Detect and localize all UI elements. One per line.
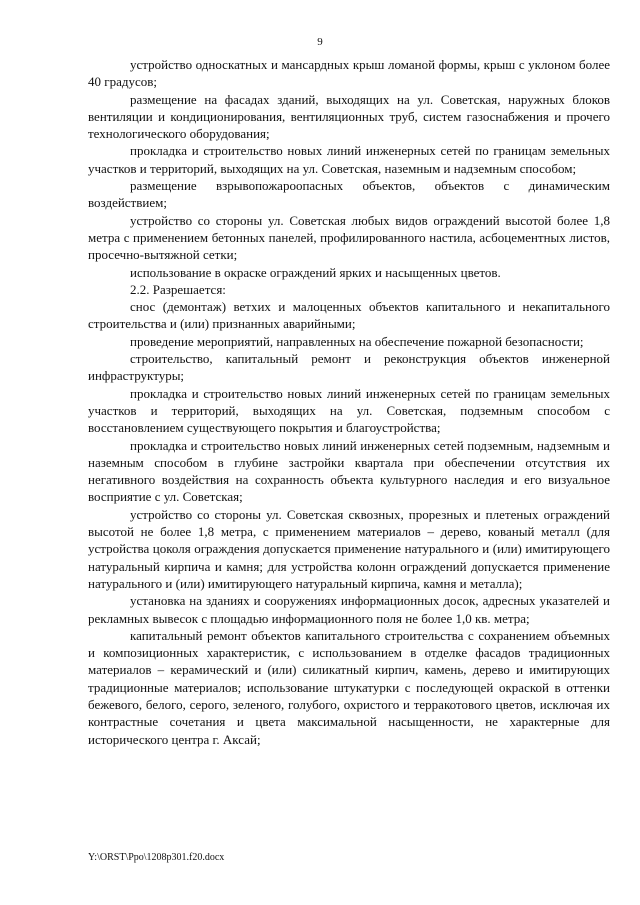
paragraph: устройство односкатных и мансардных крыш ломаной формы, крыш с уклоном более 40 градусов; xyxy=(88,57,610,90)
paragraph: проведение мероприятий, направленных на обеспечение пожарной безопасности; xyxy=(130,333,584,349)
section-heading: 2.2. Разрешается: xyxy=(130,281,226,297)
paragraph: использование в окраске ограждений ярких и насыщенных цветов. xyxy=(130,264,501,280)
paragraph: снос (демонтаж) ветхих и малоценных объектов капитального и некапитального строительства и (или) признанных аварийными; xyxy=(88,299,610,332)
footer-file-path: Y:\ORST\Ppo\1208p301.f20.docx xyxy=(88,852,225,863)
paragraph: устройство со стороны ул. Советская сквозных, прорезных и плетеных ограждений высотой не более 1,8 метра, с применением материалов – дерево, кованый металл (для устройства цоколя ограждения допускается применение натурального и (или) имитирующего натуральный кирпича и камня; для устройства колонн ограждений допускается применение натурального и (или) имитирующего натуральный кирпича, камня и металла); xyxy=(88,506,610,591)
paragraph: прокладка и строительство новых линий инженерных сетей подземным, надземным и наземным способом в глубине застройки квартала при обеспечении отсутствия их негативного воздействия на сохранность объекта культурного наследия и его визуальное восприятие с ул. Советская; xyxy=(88,437,610,505)
page-number: 9 xyxy=(317,36,323,48)
document-body xyxy=(88,56,610,748)
paragraph: прокладка и строительство новых линий инженерных сетей по границам земельных участков и территорий, выходящих на ул. Советская, наземным и надземным способом; xyxy=(88,143,610,176)
paragraph: устройство со стороны ул. Советская любых видов ограждений высотой более 1,8 метра с применением бетонных панелей, профилированного настила, асбоцементных листов, просечно-вытяжной сетки; xyxy=(88,212,610,263)
paragraph: строительство, капитальный ремонт и реконструкция объектов инженерной инфраструктуры; xyxy=(88,351,610,384)
paragraph: размещение взрывопожароопасных объектов, объектов с динамическим воздействием; xyxy=(88,178,610,211)
paragraph: установка на зданиях и сооружениях информационных досок, адресных указателей и рекламных вывесок с площадью информационного поля не более 1,0 кв. метра; xyxy=(88,593,610,626)
paragraph: прокладка и строительство новых линий инженерных сетей по границам земельных участков и территорий, выходящих на ул. Советская, подземным способом с восстановлением существующего покрытия и благоустройства; xyxy=(88,385,610,436)
paragraph: размещение на фасадах зданий, выходящих на ул. Советская, наружных блоков вентиляции и кондиционирования, вентиляционных труб, систем газоснабжения и прочего технологического оборудования; xyxy=(88,91,610,142)
paragraph: капитальный ремонт объектов капитального строительства с сохранением объемных и композиционных характеристик, с использованием в отделке фасадов традиционных материалов – керамический и (или) силикатный кирпич, камень, дерево и имитирующих традиционные материалов; использование штукатурки с последующей окраской в оттенки бежевого, белого, серого, зеленого, голубого, охристого и терракотового цветов, исключая их контрастные сочетания и цвета максимальной насыщенности, не характерные для исторического центра г. Аксай; xyxy=(88,627,610,747)
